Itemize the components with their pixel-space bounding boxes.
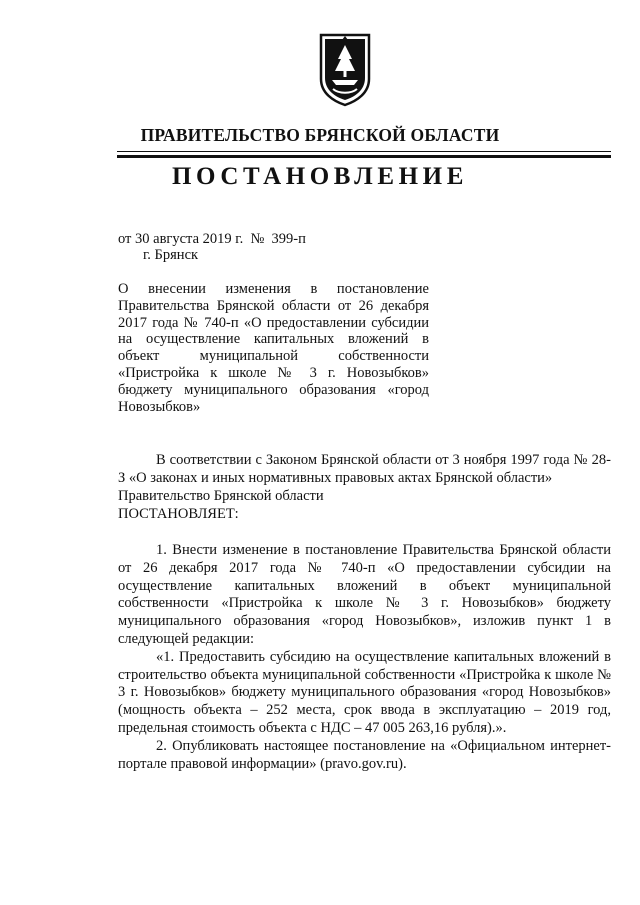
resolves-word: ПОСТАНОВЛЯЕТ: [118,506,239,522]
point-2: 2. Опубликовать настоящее постановление на «Официальном интернет-портале правовой информации» (pravo.gov.ru). [118,737,611,772]
government-name: ПРАВИТЕЛЬСТВО БРЯНСКОЙ ОБЛАСТИ [140,125,500,145]
header-rule-thick [117,155,611,158]
document-body [118,542,611,773]
header-rule-thin [117,151,611,152]
preamble-authority: Правительство Брянской области [118,488,324,504]
document-date-number: от 30 августа 2019 г. № 399-п [118,231,306,247]
coat-of-arms-icon [319,33,371,107]
preamble-text: В соответствии с Законом Брянской области от 3 ноября 1997 года № 28-З «О законах и иных нормативных правовых актах Брянской области» [118,452,611,486]
document-subject: О внесении изменения в постановление Правительства Брянской области от 26 декабря 2017 года № 740-п «О предоставлении субсидии на осуществление капитальных вложений в объект муниципальной собственности «Пристройка к школе № 3 г. Новозыбков» бюджету муниципального образования «город Новозыбков» [118,281,429,415]
document-type-title: ПОСТАНОВЛЕНИЕ [171,163,469,190]
document-city: г. Брянск [143,247,199,263]
point-1: 1. Внести изменение в постановление Правительства Брянской области от 26 декабря 2017 года № 740-п «О предоставлении субсидии на осуществление капитальных вложений в объект муниципальной собственности «Пристройка к школе № 3 г. Новозыбков» бюджету муниципального образования «город Новозыбков», изложив пункт 1 в следующей редакции: [118,542,611,647]
point-1-new-wording: «1. Предоставить субсидию на осуществление капитальных вложений в строительство объекта муниципальной собственности «Пристройка к школе № 3 г. Новозыбков» бюджету муниципального образования «город Новозыбков» (мощность объекта – 252 места, срок ввода в эксплуатацию – 2019 год, предельная стоимость объекта с НДС – 47 005 263,16 рубля).». [118,648,611,736]
